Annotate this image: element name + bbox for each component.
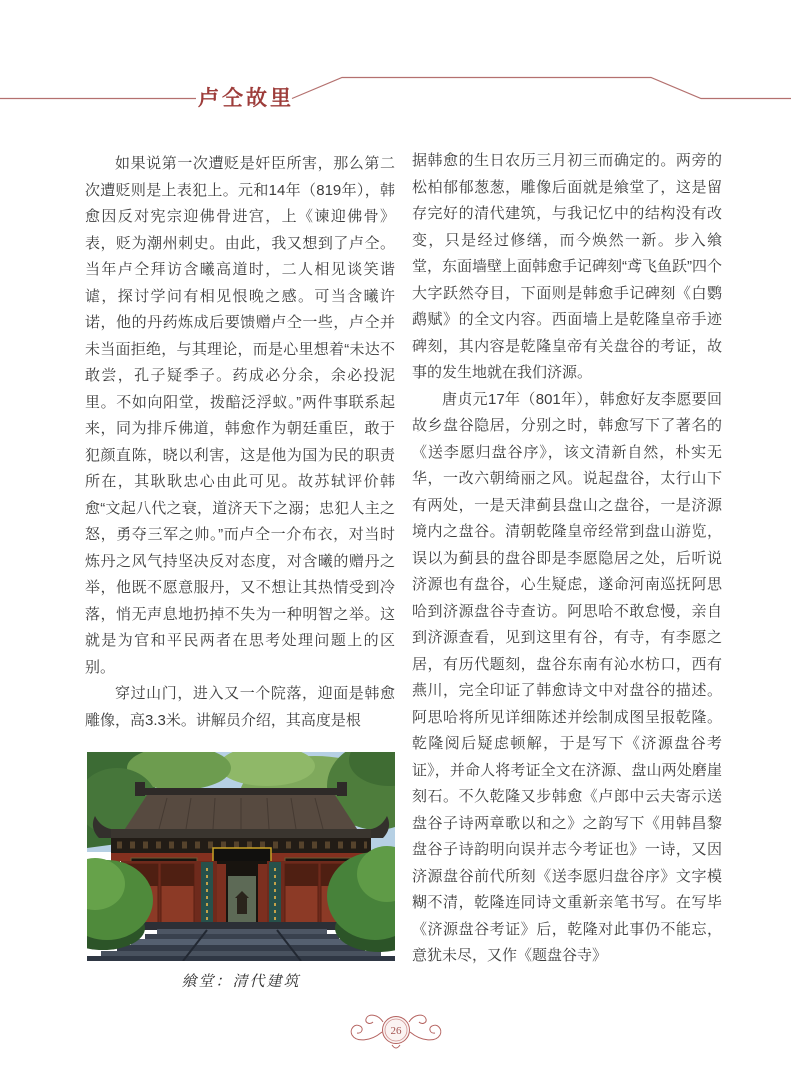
figure [87,752,395,991]
body-paragraph: 唐贞元17年（801年），韩愈好友李愿要回故乡盘谷隐居，分别之时，韩愈写下了著名的《送李愿归盘谷序》，该文清新自然，朴实无华，一改六朝绮丽之风。说起盘谷，太行山下有两处，一是天津蓟县盘山之盘谷，一是济源境内之盘谷。清朝乾隆皇帝经常到盘山游览，误以为蓟县的盘谷即是李愿隐居之处，后听说济源也有盘谷，心生疑虑，遂命河南巡抚阿思哈到济源盘谷寺查访。阿思哈不敢怠慢，亲自到济源查看，见到这里有谷，有寺，有李愿之居，有历代题刻，盘谷东南有沁水枋口，西有燕川，完全印证了韩愈诗文中对盘谷的描述。阿思哈将所见详细陈述并绘制成图呈报乾隆。乾隆阅后疑虑顿解，于是写下《济源盘谷考证》，并命人将考证全文在济源、盘山两处磨崖刻石。不久乾隆又步韩愈《卢郎中云夫寄示送盘谷子诗两章歌以和之》之韵写下《用韩昌黎盘谷子诗韵明向误并志今考证也》一诗，又因济源盘谷前代所刻《送李愿归盘谷序》文字模糊不清，乾隆连同诗文重新亲笔书写。在写毕《济源盘谷考证》后，乾隆对此事仍不能忘，意犹未尽，又作《题盘谷寺》 [412,390,722,964]
body-paragraph: 穿过山门，进入又一个院落，迎面是韩愈雕像，高3.3米。讲解员介绍，其高度是根 [85,685,395,729]
body-paragraph: 据韩愈的生日农历三月初三而确定的。两旁的松柏郁郁葱葱，雕像后面就是飨堂了，这是留存完好的清代建筑，与我记忆中的结构没有改变，只是经过修缮，而今焕然一新。步入飨堂，东面墙壁上面韩愈手记碑刻“鸢飞鱼跃”四个大字跃然夺目，下面则是韩愈手记碑刻《白鹦鹉赋》的全文内容。西面墙上是乾隆皇帝手迹碑刻，其内容是乾隆皇帝有关盘谷的考证，故事的发生地就在我们济源。 [412,152,722,381]
flourish-icon [336,1010,456,1060]
page-number: 26 [390,1025,401,1037]
header-divider-icon [0,0,791,120]
right-column [412,148,722,970]
body-paragraph: 如果说第一次遭贬是奸臣所害，那么第二次遭贬则是上表犯上。元和14年（819年），韩愈因反对宪宗迎佛骨进宫，上《谏迎佛骨》表，贬为潮州刺史。由此，我又想到了卢仝。当年卢仝拜访含曦高道时，二人相见谈笑谐谑，探讨学问有相见恨晚之感。可当含曦许诺，他的丹药炼成后要馈赠卢仝一些，卢仝并未当面拒绝，与其理论，而是心里想着“未达不敢尝，孔子疑季子。药成必分余，余必投泥里。不如向阳堂，拨醅泛浮蚁。”两件事联系起来，同为排斥佛道，韩愈作为朝廷重臣，敢于犯颜直陈，晓以利害，这是他为国为民的职责所在，其耿耿忠心由此可见。故苏轼评价韩愈“文起八代之衰，道济天下之溺；忠犯人主之怒，勇夺三军之帅。”而卢仝一介布衣，对当时炼丹之风气持坚决反对态度，对含曦的赠丹之举，他既不愿意服丹，又不想让其热情受到冷落，悄无声息地扔掉不失为一种明智之举。这就是为官和平民两者在思考处理问题上的区别。 [85,155,395,676]
photo-caption: 飨堂：清代建筑 [181,974,301,990]
page-title: 卢仝故里 [198,86,294,110]
left-column [85,151,395,734]
page-number-ornament [0,1010,791,1060]
temple-photo [87,752,395,961]
